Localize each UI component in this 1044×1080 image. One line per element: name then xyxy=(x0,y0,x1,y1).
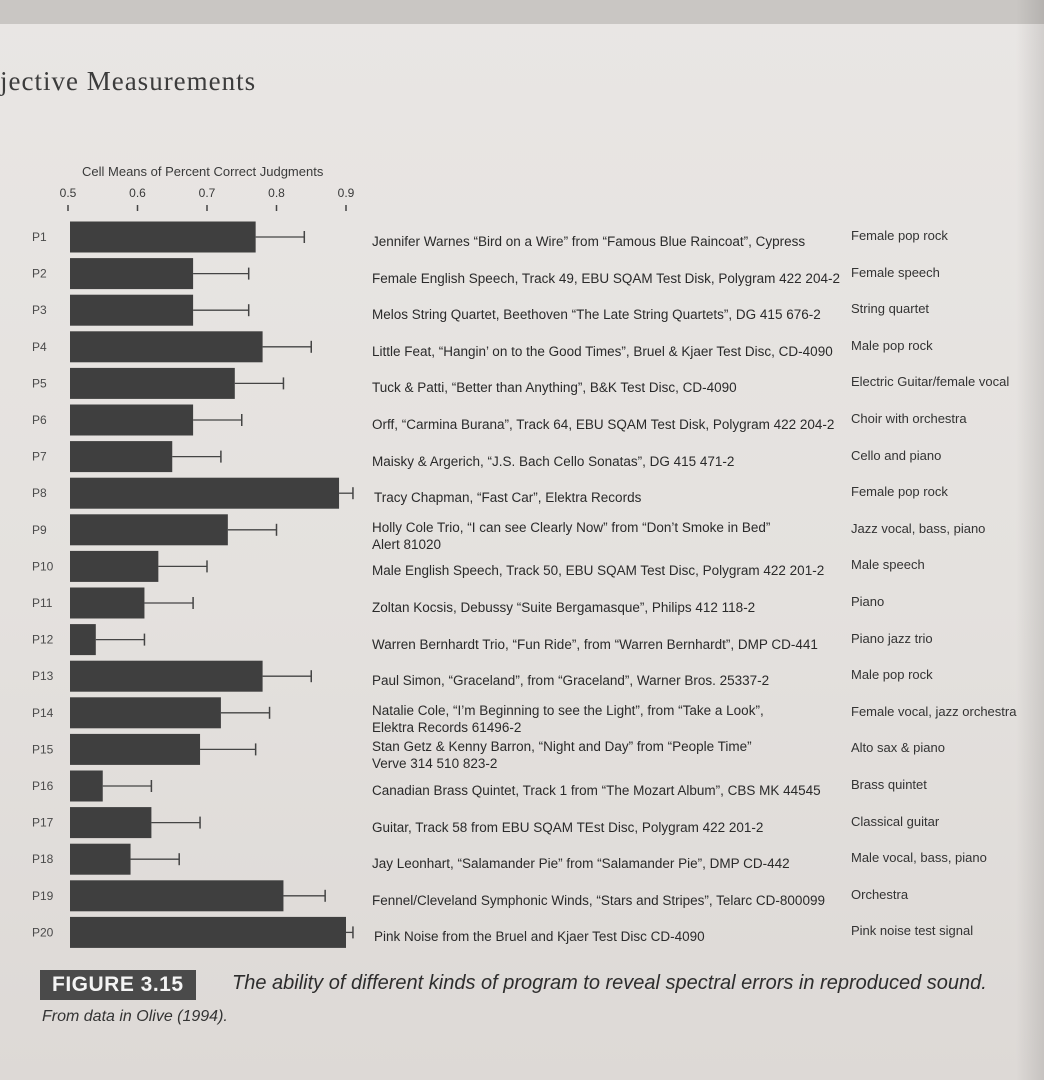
program-description xyxy=(372,519,770,553)
program-type: Alto sax & piano xyxy=(851,740,945,756)
program-type: Jazz vocal, bass, piano xyxy=(851,520,986,536)
program-description xyxy=(372,738,752,772)
bar xyxy=(70,807,151,838)
category-label: P10 xyxy=(32,559,54,574)
category-label: P11 xyxy=(32,596,53,610)
figure-label: FIGURE 3.15 xyxy=(40,970,196,1000)
program-type: Male speech xyxy=(851,557,925,573)
category-label: P20 xyxy=(32,925,54,940)
bar xyxy=(70,771,103,802)
program-description xyxy=(374,489,641,506)
program-description-line: Maisky & Argerich, “J.S. Bach Cello Sonatas”, DG 415 471-2 xyxy=(372,453,735,469)
category-label: P18 xyxy=(32,852,54,867)
program-type: String quartet xyxy=(851,301,930,317)
program-description xyxy=(372,636,818,653)
bar xyxy=(70,844,131,875)
program-description-line: Fennel/Cleveland Symphonic Winds, “Stars and Stripes”, Telarc CD-800099 xyxy=(372,892,825,908)
program-description xyxy=(372,453,734,470)
program-type: Female pop rock xyxy=(851,484,948,500)
program-description xyxy=(372,270,840,287)
program-type: Brass quintet xyxy=(851,777,927,792)
program-description-line: Elektra Records 61496-2 xyxy=(372,719,522,735)
bar xyxy=(70,624,96,655)
program-type: Pink noise test signal xyxy=(851,923,974,939)
bar xyxy=(70,222,256,253)
category-label: P16 xyxy=(32,779,54,793)
bar xyxy=(70,368,235,399)
bar xyxy=(70,258,193,289)
bar xyxy=(70,588,144,619)
program-description xyxy=(372,819,763,836)
program-description-line: Male English Speech, Track 50, EBU SQAM Test Disc, Polygram 422 201-2 xyxy=(372,563,825,579)
x-tick-label: 0.6 xyxy=(129,186,146,200)
program-type: Choir with orchestra xyxy=(851,411,967,426)
program-description-line: Stan Getz & Kenny Barron, “Night and Day” from “People Time” xyxy=(372,739,752,755)
program-description-line: Guitar, Track 58 from EBU SQAM TEst Disc, Polygram 422 201-2 xyxy=(372,819,764,835)
program-type: Classical guitar xyxy=(851,813,940,829)
program-type: Female pop rock xyxy=(851,228,948,243)
program-description-line: Little Feat, “Hangin’ on to the Good Times”, Bruel & Kjaer Test Disc, CD-4090 xyxy=(372,343,833,359)
program-description xyxy=(372,599,755,616)
program-description xyxy=(372,892,825,909)
bar xyxy=(70,478,339,509)
category-label: P5 xyxy=(32,376,47,391)
program-description-line: Tracy Chapman, “Fast Car”, Elektra Records xyxy=(374,490,642,506)
category-label: P3 xyxy=(32,303,47,318)
section-title: jective Measurements xyxy=(0,66,257,96)
program-description xyxy=(372,306,821,323)
bar xyxy=(70,661,263,692)
bar xyxy=(70,405,193,436)
category-label: P15 xyxy=(32,742,54,757)
program-description-line: Zoltan Kocsis, Debussy “Suite Bergamasque”, Philips 412 118-2 xyxy=(372,600,756,615)
program-type: Female speech xyxy=(851,264,940,280)
program-description xyxy=(372,233,805,250)
category-label: P1 xyxy=(32,230,47,244)
category-label: P17 xyxy=(32,815,54,830)
program-type: Male pop rock xyxy=(851,337,933,353)
program-type: Cello and piano xyxy=(851,447,942,463)
category-label: P8 xyxy=(32,486,47,501)
bar xyxy=(70,331,263,362)
program-description-line: Pink Noise from the Bruel and Kjaer Test Disc CD-4090 xyxy=(374,929,705,945)
x-tick-label: 0.9 xyxy=(337,186,355,200)
x-tick-label: 0.5 xyxy=(59,186,77,200)
category-label: P4 xyxy=(32,339,47,354)
program-type: Piano xyxy=(851,594,885,609)
category-label: P7 xyxy=(32,449,47,464)
bar xyxy=(70,697,221,728)
program-description xyxy=(372,562,824,579)
program-description xyxy=(372,702,764,736)
program-description-line: Female English Speech, Track 49, EBU SQAM Test Disk, Polygram 422 204-2 xyxy=(372,270,840,286)
program-description xyxy=(372,672,769,689)
category-label: P14 xyxy=(32,705,54,720)
category-label: P12 xyxy=(32,632,54,647)
program-type: Male pop rock xyxy=(851,667,933,683)
program-description xyxy=(372,343,833,360)
program-description-line: Warren Bernhardt Trio, “Fun Ride”, from “Warren Bernhardt”, DMP CD-441 xyxy=(372,636,818,652)
figure-caption: The ability of different kinds of program to reveal spectral errors in reproduced sound. xyxy=(232,972,987,994)
figure-source: From data in Olive (1994). xyxy=(42,1008,228,1025)
program-description-line: Jennifer Warnes “Bird on a Wire” from “Famous Blue Raincoat”, Cypress xyxy=(372,234,806,249)
program-description xyxy=(374,928,705,945)
bar xyxy=(70,514,228,545)
program-description-line: Melos String Quartet, Beethoven “The Late String Quartets”, DG 415 676-2 xyxy=(372,307,821,323)
program-description xyxy=(372,416,834,433)
bar xyxy=(70,880,283,911)
program-description xyxy=(372,782,821,799)
program-description-line: Orff, “Carmina Burana”, Track 64, EBU SQAM Test Disk, Polygram 422 204-2 xyxy=(372,417,835,432)
program-description-line: Paul Simon, “Graceland”, from “Graceland”, Warner Bros. 25337-2 xyxy=(372,673,770,689)
program-description-line: Tuck & Patti, “Better than Anything”, B&K Test Disc, CD-4090 xyxy=(372,380,737,396)
bar xyxy=(70,551,158,582)
category-label: P13 xyxy=(32,669,54,684)
program-description xyxy=(372,379,737,396)
category-label: P9 xyxy=(32,522,47,537)
program-type: Electric Guitar/female vocal xyxy=(851,374,1010,390)
bar xyxy=(70,441,172,472)
x-tick-label: 0.8 xyxy=(268,186,285,200)
program-description-line: Alert 81020 xyxy=(372,536,442,552)
program-description-line: Canadian Brass Quintet, Track 1 from “The Mozart Album”, CBS MK 44545 xyxy=(372,783,821,798)
category-label: P2 xyxy=(32,266,47,281)
program-type: Piano jazz trio xyxy=(851,630,933,646)
program-description-line: Verve 314 510 823-2 xyxy=(372,756,498,772)
bar xyxy=(70,295,193,326)
program-type: Orchestra xyxy=(851,886,909,902)
program-description-line: Holly Cole Trio, “I can see Clearly Now” from “Don’t Smoke in Bed” xyxy=(372,519,771,535)
category-label: P19 xyxy=(32,888,54,903)
bar xyxy=(70,917,346,948)
chart-axis-title: Cell Means of Percent Correct Judgments xyxy=(82,164,324,179)
program-description xyxy=(372,855,790,872)
program-description-line: Natalie Cole, “I’m Beginning to see the Light”, from “Take a Look”, xyxy=(372,702,764,718)
program-type: Female vocal, jazz orchestra xyxy=(851,703,1017,719)
program-description-line: Jay Leonhart, “Salamander Pie” from “Salamander Pie”, DMP CD-442 xyxy=(372,856,790,872)
x-tick-label: 0.7 xyxy=(198,186,216,200)
program-type: Male vocal, bass, piano xyxy=(851,850,987,866)
bar xyxy=(70,734,200,765)
category-label: P6 xyxy=(32,413,47,427)
